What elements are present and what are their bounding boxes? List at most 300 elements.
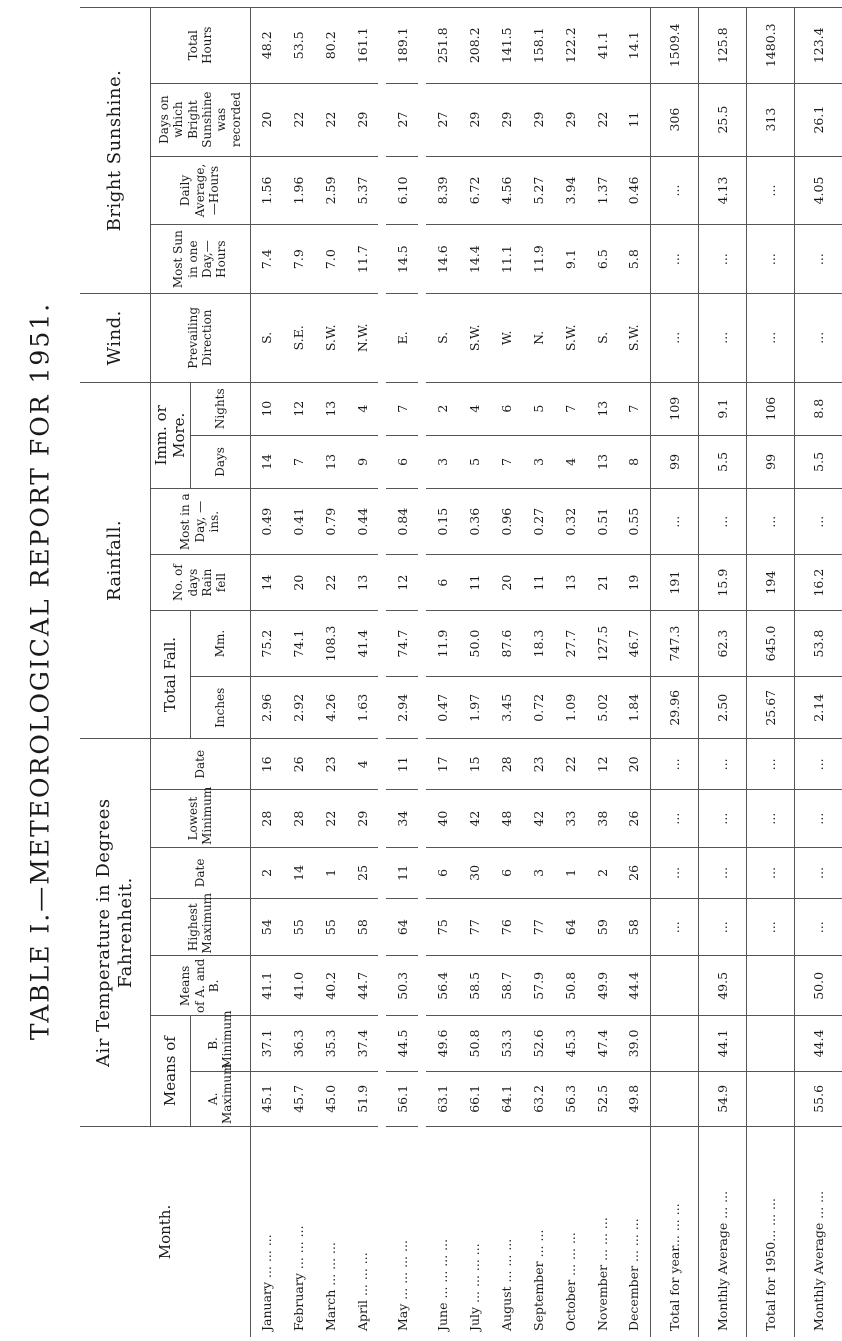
cell-mm: 50.0 <box>458 610 490 676</box>
cell-sun-total: 161.1 <box>346 8 378 84</box>
cell-a: 45.7 <box>282 1071 314 1126</box>
cell-hdate: 11 <box>386 847 418 898</box>
cell-most: 0.27 <box>522 488 554 554</box>
cell-rain-days: 15.9 <box>698 555 746 610</box>
prevailing-direction-header: Prevailing Direction <box>150 293 250 382</box>
cell-inches: 0.72 <box>522 677 554 739</box>
cell-sun-avg: 6.10 <box>386 156 418 225</box>
month-label: July <box>466 1306 482 1331</box>
cell-sun-avg: 5.37 <box>346 156 378 225</box>
cell-nights: 5 <box>522 382 554 435</box>
cell-hdate: 1 <box>554 847 586 898</box>
cell-b: 52.6 <box>522 1016 554 1071</box>
cell-inches: 25.67 <box>746 677 794 739</box>
cell-b: 45.3 <box>554 1016 586 1071</box>
cell-b: 37.1 <box>250 1016 282 1071</box>
cell-nights: 7 <box>386 382 418 435</box>
cell-sun-total: 41.1 <box>586 8 618 84</box>
cell-sun-avg: 0.46 <box>618 156 650 225</box>
cell-sun-most: 9.1 <box>554 225 586 294</box>
cell-a: 56.1 <box>386 1071 418 1126</box>
cell-sun-avg: 8.39 <box>426 156 458 225</box>
table-row-monthly-average-1950: Monthly Average ... ... 55.6 44.4 50.0 ... ... ... ... 2.14 53.8 16.2 ... 5.5 8.8 ... ... 4.05 26.1 123.4 <box>794 8 842 1338</box>
cell-hmax: 76 <box>490 898 522 956</box>
cell-b: 44.1 <box>698 1016 746 1071</box>
cell-ldate: 28 <box>490 739 522 790</box>
nights-header: Nights <box>190 382 250 435</box>
cell-days: 99 <box>746 435 794 488</box>
cell-ab: 49.5 <box>698 956 746 1016</box>
cell-sun-avg: 5.27 <box>522 156 554 225</box>
cell-sun-days: 313 <box>746 83 794 156</box>
cell-a: 64.1 <box>490 1071 522 1126</box>
cell-lmin: 26 <box>618 790 650 848</box>
cell-rain-days: 20 <box>282 555 314 610</box>
cell-sun-avg: 2.59 <box>314 156 346 225</box>
cell-sun-days: 29 <box>458 83 490 156</box>
table-row-july: July ... ... ... ... 66.1 50.8 58.5 77 30 42 15 1.97 50.0 11 0.36 5 4 S.W. 14.4 6.72 29 208.2 <box>458 8 490 1338</box>
cell-wind: S. <box>586 293 618 382</box>
days-header: Days <box>190 435 250 488</box>
cell-a: 52.5 <box>586 1071 618 1126</box>
cell-ab: 58.5 <box>458 956 490 1016</box>
cell-days: 3 <box>522 435 554 488</box>
table-row-monthly-average: Monthly Average ... ... 54.9 44.1 49.5 ... ... ... ... 2.50 62.3 15.9 ... 5.5 9.1 ... ... 4.13 25.5 125.8 <box>698 8 746 1338</box>
month-label: September <box>530 1261 546 1331</box>
cell-most: 0.32 <box>554 488 586 554</box>
cell-most: 0.96 <box>490 488 522 554</box>
cell-lmin: 28 <box>282 790 314 848</box>
cell-sun-total: 1480.3 <box>746 8 794 84</box>
cell-sun-most: 5.8 <box>618 225 650 294</box>
cell-a: 45.0 <box>314 1071 346 1126</box>
total-fall-header: Total Fall. <box>150 610 190 738</box>
cell-mm: 74.7 <box>386 610 418 676</box>
cell-sun-total: 208.2 <box>458 8 490 84</box>
cell-inches: 4.26 <box>314 677 346 739</box>
table-row-april: April ... ... ... 51.9 37.4 44.7 58 25 29 4 1.63 41.4 13 0.44 9 4 N.W. 11.7 5.37 29 161.1 <box>346 8 378 1338</box>
cell-ab: 50.3 <box>386 956 418 1016</box>
cell-most: 0.41 <box>282 488 314 554</box>
cell-a: 55.6 <box>794 1071 842 1126</box>
cell-mm: 62.3 <box>698 610 746 676</box>
month-label: June <box>434 1302 450 1331</box>
cell-mm: 18.3 <box>522 610 554 676</box>
cell-ldate: 26 <box>282 739 314 790</box>
cell-sun-avg: 1.56 <box>250 156 282 225</box>
cell-sun-days: 22 <box>282 83 314 156</box>
cell-a: 45.1 <box>250 1071 282 1126</box>
cell-mm: 127.5 <box>586 610 618 676</box>
cell-lmin: 22 <box>314 790 346 848</box>
cell-rain-days: 6 <box>426 555 458 610</box>
cell-inches: 2.92 <box>282 677 314 739</box>
cell-sun-avg: 4.56 <box>490 156 522 225</box>
cell-nights: 4 <box>346 382 378 435</box>
cell-most: 0.36 <box>458 488 490 554</box>
cell-rain-days: 194 <box>746 555 794 610</box>
cell-nights: 7 <box>618 382 650 435</box>
cell-b: 37.4 <box>346 1016 378 1071</box>
cell-nights: 8.8 <box>794 382 842 435</box>
cell-nights: 7 <box>554 382 586 435</box>
cell-wind: S.W. <box>314 293 346 382</box>
cell-a: 51.9 <box>346 1071 378 1126</box>
cell-most: 0.84 <box>386 488 418 554</box>
cell-a: 49.8 <box>618 1071 650 1126</box>
rainfall-header: Rainfall. <box>80 382 150 739</box>
cell-sun-most: 11.9 <box>522 225 554 294</box>
cell-hmax: 58 <box>618 898 650 956</box>
date-header-1: Date <box>150 847 250 898</box>
cell-inches: 1.63 <box>346 677 378 739</box>
mean-min-header: B. Minimum <box>190 1016 250 1071</box>
cell-days: 4 <box>554 435 586 488</box>
cell-ldate: 17 <box>426 739 458 790</box>
table-row-december: December ... ... ... 49.8 39.0 44.4 58 26 26 20 1.84 46.7 19 0.55 8 7 S.W. 5.8 0.46 11 14.1 <box>618 8 650 1338</box>
month-header: Month. <box>80 1127 250 1337</box>
cell-hmax: 59 <box>586 898 618 956</box>
cell-rain-days: 20 <box>490 555 522 610</box>
cell-a: 63.2 <box>522 1071 554 1126</box>
cell-hmax: 75 <box>426 898 458 956</box>
cell-inches: 3.45 <box>490 677 522 739</box>
cell-nights: 9.1 <box>698 382 746 435</box>
table-row-february: February ... ... ... 45.7 36.3 41.0 55 14 28 26 2.92 74.1 20 0.41 7 12 S.E. 7.9 1.96 22 53.5 <box>282 8 314 1338</box>
table-row-may: May ... ... ... ... 56.1 44.5 50.3 64 11 34 11 2.94 74.7 12 0.84 6 7 E. 14.5 6.10 27 189.1 <box>386 8 418 1338</box>
cell-mm: 108.3 <box>314 610 346 676</box>
cell-sun-avg: 6.72 <box>458 156 490 225</box>
bright-sunshine-header: Bright Sunshine. <box>80 8 150 294</box>
cell-sun-total: 80.2 <box>314 8 346 84</box>
cell-sun-days: 29 <box>522 83 554 156</box>
cell-wind: N.W. <box>346 293 378 382</box>
cell-hdate: 1 <box>314 847 346 898</box>
cell-b: 53.3 <box>490 1016 522 1071</box>
cell-wind: N. <box>522 293 554 382</box>
cell-lmin: 28 <box>250 790 282 848</box>
table-row-august: August ... ... ... 64.1 53.3 58.7 76 6 48 28 3.45 87.6 20 0.96 7 6 W. 11.1 4.56 29 141.5 <box>490 8 522 1338</box>
cell-sun-avg: 4.05 <box>794 156 842 225</box>
cell-days: 7 <box>490 435 522 488</box>
cell-sun-days: 29 <box>554 83 586 156</box>
cell-days: 13 <box>314 435 346 488</box>
cell-inches: 0.47 <box>426 677 458 739</box>
cell-sun-total: 122.2 <box>554 8 586 84</box>
cell-inches: 29.96 <box>650 677 698 739</box>
cell-sun-total: 14.1 <box>618 8 650 84</box>
air-temp-header: Air Temperature in Degrees Fahrenheit. <box>80 739 150 1127</box>
table-row-october: October ... ... ... 56.3 45.3 50.8 64 1 33 22 1.09 27.7 13 0.32 4 7 S.W. 9.1 3.94 29 122.2 <box>554 8 586 1338</box>
cell-b: 50.8 <box>458 1016 490 1071</box>
cell-inches: 2.94 <box>386 677 418 739</box>
cell-sun-avg: 3.94 <box>554 156 586 225</box>
cell-sun-total: 48.2 <box>250 8 282 84</box>
days-no-sun-header: Days on which Bright Sunshine was recorded <box>150 83 250 156</box>
table-title-container <box>12 0 67 1341</box>
cell-rain-days: 16.2 <box>794 555 842 610</box>
month-label: December <box>626 1265 642 1331</box>
month-label: January <box>258 1281 274 1331</box>
cell-most: 0.55 <box>618 488 650 554</box>
cell-sun-days: 26.1 <box>794 83 842 156</box>
lowest-min-header: Lowest Minimum <box>150 790 250 848</box>
cell-sun-days: 306 <box>650 83 698 156</box>
cell-sun-total: 158.1 <box>522 8 554 84</box>
cell-sun-avg: 1.96 <box>282 156 314 225</box>
cell-sun-most: 6.5 <box>586 225 618 294</box>
cell-rain-days: 11 <box>458 555 490 610</box>
cell-wind: S.E. <box>282 293 314 382</box>
cell-sun-days: 22 <box>314 83 346 156</box>
cell-sun-days: 11 <box>618 83 650 156</box>
cell-days: 13 <box>586 435 618 488</box>
cell-b: 44.4 <box>794 1016 842 1071</box>
cell-nights: 106 <box>746 382 794 435</box>
cell-sun-days: 20 <box>250 83 282 156</box>
cell-lmin: 29 <box>346 790 378 848</box>
cell-sun-total: 53.5 <box>282 8 314 84</box>
table-title: TABLE I.—METEOROLOGICAL REPORT FOR 1951. <box>25 301 54 1040</box>
cell-rain-days: 11 <box>522 555 554 610</box>
cell-rain-days: 22 <box>314 555 346 610</box>
month-label: March <box>322 1289 338 1331</box>
cell-most: 0.79 <box>314 488 346 554</box>
no-days-header: No. of days Rain fell <box>150 555 250 610</box>
total-label: Total for year... ... ... <box>650 1127 698 1337</box>
cell-ab: 50.8 <box>554 956 586 1016</box>
cell-mm: 11.9 <box>426 610 458 676</box>
cell-rain-days: 14 <box>250 555 282 610</box>
cell-mm: 46.7 <box>618 610 650 676</box>
cell-sun-most: 11.7 <box>346 225 378 294</box>
cell-lmin: 42 <box>522 790 554 848</box>
cell-mm: 645.0 <box>746 610 794 676</box>
cell-sun-total: 125.8 <box>698 8 746 84</box>
cell-days: 6 <box>386 435 418 488</box>
cell-wind: W. <box>490 293 522 382</box>
cell-sun-days: 29 <box>346 83 378 156</box>
cell-ab: 50.0 <box>794 956 842 1016</box>
cell-sun-most: 11.1 <box>490 225 522 294</box>
daily-avg-header: Daily Average,—Hours <box>150 156 250 225</box>
cell-ab: 56.4 <box>426 956 458 1016</box>
cell-lmin: 40 <box>426 790 458 848</box>
cell-wind: S. <box>250 293 282 382</box>
inches-header: Inches <box>190 677 250 739</box>
table-row-march: March ... ... ... 45.0 35.3 40.2 55 1 22 23 4.26 108.3 22 0.79 13 13 S.W. 7.0 2.59 22 80.2 <box>314 8 346 1338</box>
cell-hdate: 6 <box>426 847 458 898</box>
cell-sun-days: 27 <box>426 83 458 156</box>
table-row-january: January ... ... ... 45.1 37.1 41.1 54 2 28 16 2.96 75.2 14 0.49 14 10 S. 7.4 1.56 20 48.2 <box>250 8 282 1338</box>
cell-mm: 41.4 <box>346 610 378 676</box>
cell-sun-most: 14.4 <box>458 225 490 294</box>
highest-max-header: Highest Maximum <box>150 898 250 956</box>
cell-ab: 44.7 <box>346 956 378 1016</box>
date-header-2: Date <box>150 739 250 790</box>
cell-nights: 109 <box>650 382 698 435</box>
cell-hmax: 64 <box>554 898 586 956</box>
cell-inches: 1.09 <box>554 677 586 739</box>
cell-ldate: 12 <box>586 739 618 790</box>
cell-ldate: 23 <box>314 739 346 790</box>
cell-ab: 41.1 <box>250 956 282 1016</box>
cell-hdate: 30 <box>458 847 490 898</box>
cell-mm: 747.3 <box>650 610 698 676</box>
cell-wind: S.W. <box>618 293 650 382</box>
cell-sun-most: 14.5 <box>386 225 418 294</box>
cell-sun-most: 7.0 <box>314 225 346 294</box>
cell-sun-total: 251.8 <box>426 8 458 84</box>
cell-hdate: 26 <box>618 847 650 898</box>
cell-ldate: 4 <box>346 739 378 790</box>
cell-sun-most: 14.6 <box>426 225 458 294</box>
table-row-total-year: Total for year... ... ... ... ... ... ... 29.96 747.3 191 ... 99 109 ... ... ... 306 1509.4 <box>650 8 698 1338</box>
cell-lmin: 38 <box>586 790 618 848</box>
cell-hmax: 54 <box>250 898 282 956</box>
cell-mm: 53.8 <box>794 610 842 676</box>
cell-sun-days: 29 <box>490 83 522 156</box>
cell-rain-days: 191 <box>650 555 698 610</box>
cell-lmin: 33 <box>554 790 586 848</box>
cell-ldate: 15 <box>458 739 490 790</box>
cell-ab: 40.2 <box>314 956 346 1016</box>
cell-hdate: 14 <box>282 847 314 898</box>
cell-b: 39.0 <box>618 1016 650 1071</box>
cell-a: 54.9 <box>698 1071 746 1126</box>
cell-mm: 87.6 <box>490 610 522 676</box>
total-label: Monthly Average ... ... <box>794 1127 842 1337</box>
cell-nights: 13 <box>586 382 618 435</box>
cell-ab: 58.7 <box>490 956 522 1016</box>
cell-hmax: 55 <box>314 898 346 956</box>
cell-lmin: 48 <box>490 790 522 848</box>
cell-days: 5.5 <box>698 435 746 488</box>
cell-days: 7 <box>282 435 314 488</box>
cell-sun-days: 25.5 <box>698 83 746 156</box>
cell-most: 0.15 <box>426 488 458 554</box>
cell-ab: 57.9 <box>522 956 554 1016</box>
cell-inches: 1.84 <box>618 677 650 739</box>
cell-hmax: 77 <box>522 898 554 956</box>
imm-more-header: Imm. or More. <box>150 382 190 488</box>
cell-sun-total: 123.4 <box>794 8 842 84</box>
cell-days: 9 <box>346 435 378 488</box>
cell-a: 63.1 <box>426 1071 458 1126</box>
total-label: Total for 1950... ... ... <box>746 1127 794 1337</box>
cell-nights: 10 <box>250 382 282 435</box>
table-row-november: November ... ... ... 52.5 47.4 49.9 59 2 38 12 5.02 127.5 21 0.51 13 13 S. 6.5 1.37 22 41.1 <box>586 8 618 1338</box>
cell-a: 56.3 <box>554 1071 586 1126</box>
cell-inches: 5.02 <box>586 677 618 739</box>
cell-days: 99 <box>650 435 698 488</box>
mm-header: Mm. <box>190 610 250 676</box>
means-ab-header: Means of A. and B. <box>150 956 250 1016</box>
mean-max-header: A. Maximum <box>190 1071 250 1126</box>
cell-sun-most: 7.4 <box>250 225 282 294</box>
cell-nights: 4 <box>458 382 490 435</box>
cell-ab: 49.9 <box>586 956 618 1016</box>
cell-days: 8 <box>618 435 650 488</box>
cell-most: 0.51 <box>586 488 618 554</box>
cell-hmax: 64 <box>386 898 418 956</box>
cell-sun-total: 189.1 <box>386 8 418 84</box>
cell-sun-days: 22 <box>586 83 618 156</box>
cell-b: 44.5 <box>386 1016 418 1071</box>
cell-sun-days: 27 <box>386 83 418 156</box>
cell-most: 0.49 <box>250 488 282 554</box>
cell-nights: 2 <box>426 382 458 435</box>
cell-sun-total: 1509.4 <box>650 8 698 84</box>
cell-rain-days: 19 <box>618 555 650 610</box>
cell-ab: 41.0 <box>282 956 314 1016</box>
cell-sun-avg: 1.37 <box>586 156 618 225</box>
table-row-total-1950: Total for 1950... ... ... ... ... ... ... 25.67 645.0 194 ... 99 106 ... ... ... 313 1480.3 <box>746 8 794 1338</box>
cell-ldate: 22 <box>554 739 586 790</box>
cell-lmin: 34 <box>386 790 418 848</box>
cell-sun-avg: 4.13 <box>698 156 746 225</box>
cell-mm: 75.2 <box>250 610 282 676</box>
cell-nights: 6 <box>490 382 522 435</box>
cell-hmax: 77 <box>458 898 490 956</box>
month-label: April <box>354 1300 370 1331</box>
table-row-june: June ... ... ... ... 63.1 49.6 56.4 75 6 40 17 0.47 11.9 6 0.15 3 2 S. 14.6 8.39 27 251.8 <box>426 8 458 1338</box>
cell-days: 3 <box>426 435 458 488</box>
most-in-day-header: Most in a Day, —ins. <box>150 488 250 554</box>
cell-inches: 2.50 <box>698 677 746 739</box>
cell-sun-total: 141.5 <box>490 8 522 84</box>
cell-rain-days: 12 <box>386 555 418 610</box>
cell-rain-days: 13 <box>346 555 378 610</box>
month-label: February <box>290 1273 306 1331</box>
total-hours-header: Total Hours <box>150 8 250 84</box>
cell-sun-most: 7.9 <box>282 225 314 294</box>
cell-mm: 74.1 <box>282 610 314 676</box>
cell-ldate: 16 <box>250 739 282 790</box>
wind-header: Wind. <box>80 293 150 382</box>
cell-inches: 2.96 <box>250 677 282 739</box>
month-label: May <box>394 1303 410 1331</box>
cell-days: 5.5 <box>794 435 842 488</box>
cell-nights: 13 <box>314 382 346 435</box>
cell-days: 5 <box>458 435 490 488</box>
cell-hdate: 2 <box>250 847 282 898</box>
cell-hdate: 3 <box>522 847 554 898</box>
cell-wind: S. <box>426 293 458 382</box>
cell-b: 35.3 <box>314 1016 346 1071</box>
total-label: Monthly Average ... ... <box>698 1127 746 1337</box>
cell-wind: E. <box>386 293 418 382</box>
means-of-header: Means of <box>150 1016 190 1127</box>
cell-ldate: 20 <box>618 739 650 790</box>
cell-rain-days: 13 <box>554 555 586 610</box>
cell-most: 0.44 <box>346 488 378 554</box>
cell-ab: 44.4 <box>618 956 650 1016</box>
most-sun-header: Most Sun in one Day,—Hours <box>150 225 250 294</box>
cell-hmax: 55 <box>282 898 314 956</box>
cell-hdate: 2 <box>586 847 618 898</box>
cell-hdate: 6 <box>490 847 522 898</box>
cell-hmax: 58 <box>346 898 378 956</box>
cell-mm: 27.7 <box>554 610 586 676</box>
cell-wind: S.W. <box>554 293 586 382</box>
cell-days: 14 <box>250 435 282 488</box>
meteorological-table <box>80 7 842 1337</box>
month-label: October <box>562 1279 578 1331</box>
table-row-september: September ... ... 63.2 52.6 57.9 77 3 42 23 0.72 18.3 11 0.27 3 5 N. 11.9 5.27 29 158.1 <box>522 8 554 1338</box>
meteorological-table-rotated <box>80 7 826 1337</box>
month-label: August <box>498 1286 514 1331</box>
